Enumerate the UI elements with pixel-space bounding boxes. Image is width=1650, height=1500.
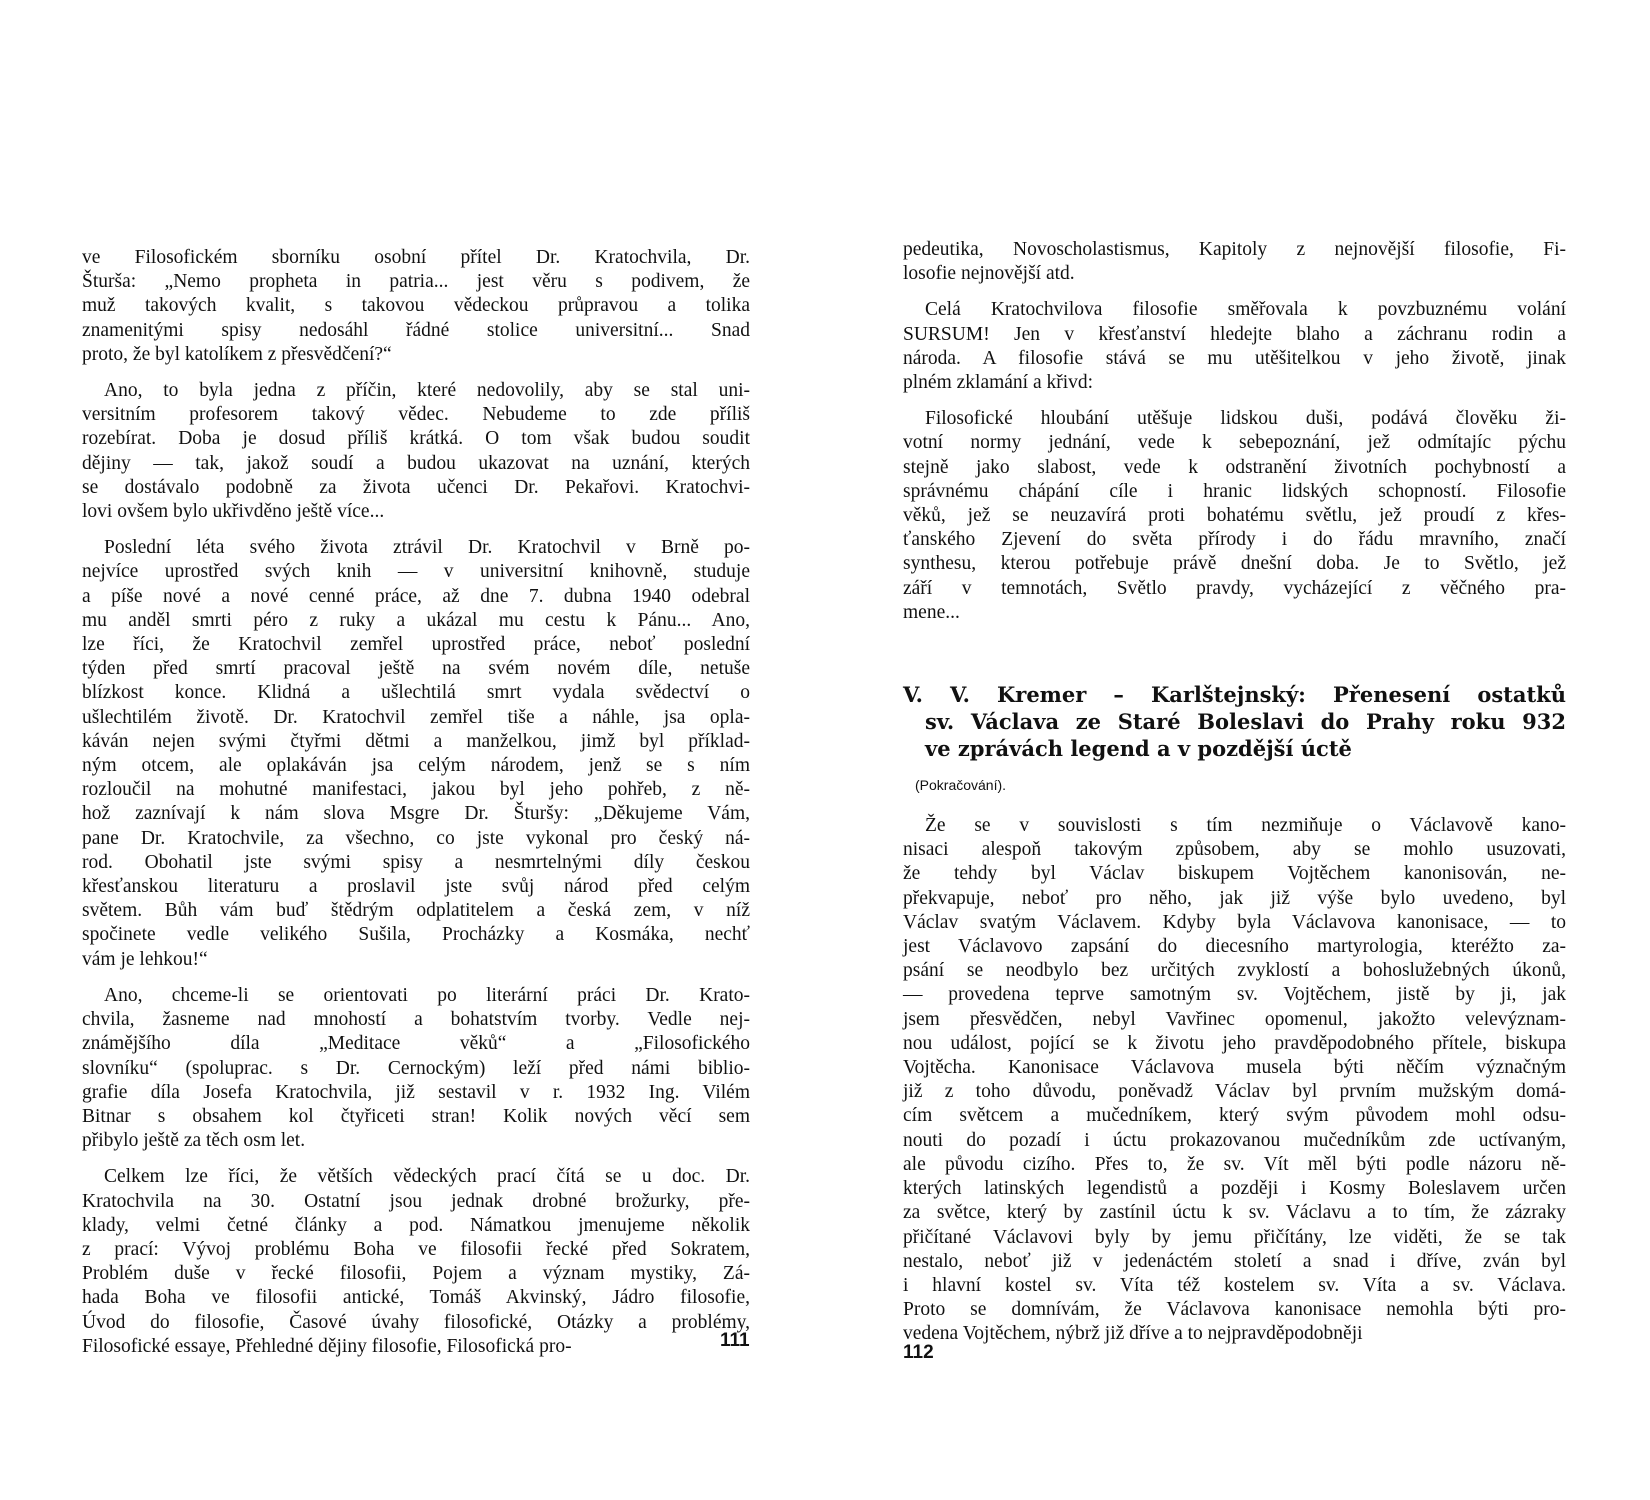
text-line: Že se v souvislosti s tím nezmiňuje o Václavově kano- xyxy=(925,815,1566,837)
text-line: mu anděl smrti péro z ruky a ukázal mu cestu k Pánu... Ano, xyxy=(82,609,750,631)
paragraph xyxy=(82,536,750,972)
text-line: rozloučil na mohutné manifestaci, jakou byl jeho pohřeb, z ně- xyxy=(82,779,750,801)
heading-line: ve zprávách legend a v pozdější úctě xyxy=(925,736,1352,762)
text-line: národa. A filosofie stává se mu utěšitelkou v jeho životě, jinak xyxy=(903,347,1566,369)
text-line: Bitnar s obsahem kol čtyřiceti stran! Kolik nových věcí sem xyxy=(82,1105,750,1127)
text-line: stejně jako slabost, vede k odstranění životních pochybností a xyxy=(903,456,1566,478)
text-line: již z toho důvodu, poněvadž Václav byl prvním mužským domá- xyxy=(903,1081,1566,1103)
text-line: losofie nejnovější atd. xyxy=(903,263,1075,285)
text-line: lovi ovšem bylo ukřivděno ještě více... xyxy=(82,501,385,523)
text-line: překvapuje, neboť pro něho, jak již výše bylo uvedeno, byl xyxy=(903,887,1566,909)
text-line: týden před smrtí pracoval ještě na svém novém díle, netuše xyxy=(82,658,750,680)
text-line: Filosofické essaye, Přehledné dějiny filosofie, Filosofická pro- xyxy=(82,1335,572,1357)
text-line: Kratochvila na 30. Ostatní jsou jednak drobné brožurky, pře- xyxy=(82,1190,750,1212)
text-line: Ano, chceme-li se orientovati po literární práci Dr. Krato- xyxy=(104,984,750,1006)
paragraph xyxy=(82,984,750,1153)
text-line: ve Filosofickém sborníku osobní přítel Dr. Kratochvila, Dr. xyxy=(82,247,750,268)
text-line: mene... xyxy=(903,601,960,623)
text-line: světem. Bůh vám buď štědrým odplatitelem a česká zem, v níž xyxy=(82,900,750,922)
text-line: Úvod do filosofie, Časové úvahy filosofické, Otázky a problémy, xyxy=(82,1311,750,1333)
text-line: Poslední léta svého života ztrávil Dr. Kratochvil v Brně po- xyxy=(104,537,750,559)
paragraph xyxy=(903,814,1566,1346)
text-line: káván nejen svými čtyřmi dětmi a manželkou, jimž byl příklad- xyxy=(82,730,750,752)
text-line: přičítané Václavovi byly by jemu přičítány, lze viděti, že se tak xyxy=(903,1226,1566,1248)
text-line: nisaci alespoň takovým způsobem, aby se mohlo usuzovati, xyxy=(903,839,1566,861)
text-line: SURSUM! Jen v křesťanství hledejte blaho a záchranu rodin a xyxy=(903,323,1566,345)
text-line: muž takových kvalit, s takovou vědeckou průpravou a tolika xyxy=(82,295,750,317)
text-line: cím světcem a mučedníkem, který svým původem mohl odsu- xyxy=(903,1105,1566,1127)
text-line: synthesu, kterou potřebuje právě dnešní doba. Je to Světlo, jež xyxy=(903,553,1566,575)
text-line: plném zklamání a křivd: xyxy=(903,372,1094,394)
text-line: slovníku“ (spoluprac. s Dr. Cernockým) leží před námi biblio- xyxy=(82,1057,750,1079)
text-line: věků, jež se neuzavírá proti bohatému světlu, jež proudí z křes- xyxy=(903,505,1566,527)
text-line: jsem přesvědčen, nebyl Vavřinec opomenul, jakožto velevýznam- xyxy=(903,1008,1566,1030)
left-page-text xyxy=(82,246,750,1371)
text-line: pedeutika, Novoscholastismus, Kapitoly z nejnovější filosofie, Fi- xyxy=(903,239,1566,260)
text-line: známějšího díla „Meditace věků“ a „Filosofického xyxy=(82,1033,750,1055)
text-line: versitním profesorem takový vědec. Nebudeme to zde příliš xyxy=(82,404,750,426)
text-line: lze říci, že Kratochvil zemřel uprostřed práce, neboť poslední xyxy=(82,634,750,656)
text-line: nestalo, neboť již v jedenáctém století a snad i dříve, zván byl xyxy=(903,1250,1566,1272)
right-page-number: 112 xyxy=(903,1342,934,1363)
text-line: vám je lehkou!“ xyxy=(82,948,208,970)
text-line: správnému chápání cíle i hranic lidských schopností. Filosofie xyxy=(903,480,1566,502)
text-line: Šturša: „Nemo propheta in patria... jest věru s podivem, že xyxy=(82,271,750,293)
text-line: psání se neodbylo bez určitých zvyklostí a bohoslužebných úkonů, xyxy=(903,960,1566,982)
text-line: spočinete vedle velikého Sušila, Procházky a Kosmáka, nechť xyxy=(82,924,750,946)
text-line: pane Dr. Kratochvile, za všechno, co jste vykonal pro český ná- xyxy=(82,827,750,849)
heading-line: sv. Václava ze Staré Boleslavi do Prahy roku 932 xyxy=(925,709,1566,735)
text-line: se dostávalo podobně za života učenci Dr. Pekařovi. Kratochvi- xyxy=(82,476,750,498)
text-line: ným otcem, ale oplakáván jsa celým národem, jenž se s ním xyxy=(82,755,750,777)
text-line: Filosofické hloubání utěšuje lidskou duši, podává člověku ži- xyxy=(925,408,1566,430)
text-line: nouti do pozadí i úctu prokazovanou mučedníkům zde uctívaným, xyxy=(903,1129,1566,1151)
text-line: Celkem lze říci, že větších vědeckých prací čítá se u doc. Dr. xyxy=(104,1166,750,1188)
right-page-top-text xyxy=(903,238,1566,625)
text-line: křesťanskou literaturu a proslavil jste svůj národ před celým xyxy=(82,876,750,898)
text-line: že tehdy byl Václav biskupem Vojtěchem kanonisován, ne- xyxy=(903,863,1566,885)
paragraph xyxy=(903,407,1566,625)
paragraph xyxy=(82,1165,750,1359)
continued-note: (Pokračování). xyxy=(915,777,1007,794)
paragraph xyxy=(82,246,750,367)
text-line: hož zaznívají k nám slova Msgre Dr. Šturšy: „Děkujeme Vám, xyxy=(82,803,750,825)
text-line: Proto se domnívám, že Václavova kanonisace nemohla býti pro- xyxy=(903,1299,1566,1321)
text-line: září v temnotách, Světlo pravdy, vycházející z věčného pra- xyxy=(903,577,1566,599)
text-line: nou událost, pojící se k životu jeho pravděpodobného přítele, biskupa xyxy=(903,1032,1566,1054)
text-line: Vojtěcha. Kanonisace Václavova musela býti něčím význačným xyxy=(903,1057,1566,1079)
text-line: ťanského Zjevení do světa přírody i do řádu mravního, značí xyxy=(903,529,1566,551)
paragraph xyxy=(903,298,1566,395)
text-line: Václav svatým Václavem. Kdyby byla Václavova kanonisace, — to xyxy=(903,911,1566,933)
heading-line: V. V. Kremer – Karlštejnský: Přenesení ostatků xyxy=(903,682,1566,708)
text-line: kterých latinských legendistů a později i Kosmy Boleslavem určen xyxy=(903,1178,1566,1200)
text-line: Ano, to byla jedna z příčin, které nedovolily, aby se stal uni- xyxy=(104,380,750,402)
text-line: a píše nové a nové cenné práce, až dne 7. dubna 1940 odebral xyxy=(82,585,750,607)
text-line: hada Boha ve filosofii antické, Tomáš Akvinský, Jádro filosofie, xyxy=(82,1287,750,1309)
text-line: přibylo ještě za těch osm let. xyxy=(82,1130,306,1152)
article-body xyxy=(903,814,1566,1346)
text-line: Celá Kratochvilova filosofie směřovala k povzbuznému volání xyxy=(925,299,1566,321)
text-line: nejvíce uprostřed svých knih — v universitní knihovně, studuje xyxy=(82,561,750,583)
text-line: Problém duše v řecké filosofii, Pojem a význam mystiky, Zá- xyxy=(82,1263,750,1285)
text-line: klady, velmi četné články a pod. Námatkou jmenujeme několik xyxy=(82,1214,750,1236)
text-line: znamenitými spisy nedosáhl řádné stolice universitní... Snad xyxy=(82,319,750,341)
right-page-text xyxy=(903,238,1566,1359)
text-line: vedena Vojtěchem, nýbrž již dříve a to nejpravděpodobněji xyxy=(903,1323,1363,1345)
right-page xyxy=(825,0,1650,1500)
article-heading xyxy=(903,681,1566,762)
text-line: za světce, který by zastínil úctu k sv. Václavu a to tím, že zázraky xyxy=(903,1202,1566,1224)
text-line: rod. Obohatil jste svými spisy a nesmrtelnými díly českou xyxy=(82,851,750,873)
text-line: i hlavní kostel sv. Víta též kostelem sv. Víta a sv. Václava. xyxy=(903,1274,1566,1296)
paragraph xyxy=(82,379,750,524)
text-line: votní normy jednání, vede k sebepoznání, jež odmítajíc pýchu xyxy=(903,432,1566,454)
paragraph xyxy=(903,238,1566,286)
text-line: blízkost konce. Klidná a ušlechtilá smrt vydala svědectví o xyxy=(82,682,750,704)
text-line: z prací: Vývoj problému Boha ve filosofii řecké před Sokratem, xyxy=(82,1238,750,1260)
text-line: ušlechtilém životě. Dr. Kratochvil zemřel tiše a náhle, jsa opla- xyxy=(82,706,750,728)
text-line: — provedena teprve samotným sv. Vojtěchem, jistě by ji, jak xyxy=(903,984,1566,1006)
text-line: jest Václavovo zapsání do diecesního martyrologia, kteréžto za- xyxy=(903,936,1566,958)
text-line: proto, že byl katolíkem z přesvědčení?“ xyxy=(82,343,392,365)
text-line: ale původu cizího. Přes to, že sv. Vít měl býti podle názoru ně- xyxy=(903,1153,1566,1175)
left-page-number: 111 xyxy=(720,1330,750,1351)
text-line: grafie díla Josefa Kratochvila, již sestavil v r. 1932 Ing. Vilém xyxy=(82,1081,750,1103)
text-line: dějiny — tak, jakož soudí a budou ukazovat na uznání, kterých xyxy=(82,452,750,474)
text-line: rozebírat. Doba je dosud příliš krátká. O tom však budou soudit xyxy=(82,428,750,450)
text-line: chvila, žasneme nad mnohostí a bohatstvím tvorby. Vedle nej- xyxy=(82,1009,750,1031)
